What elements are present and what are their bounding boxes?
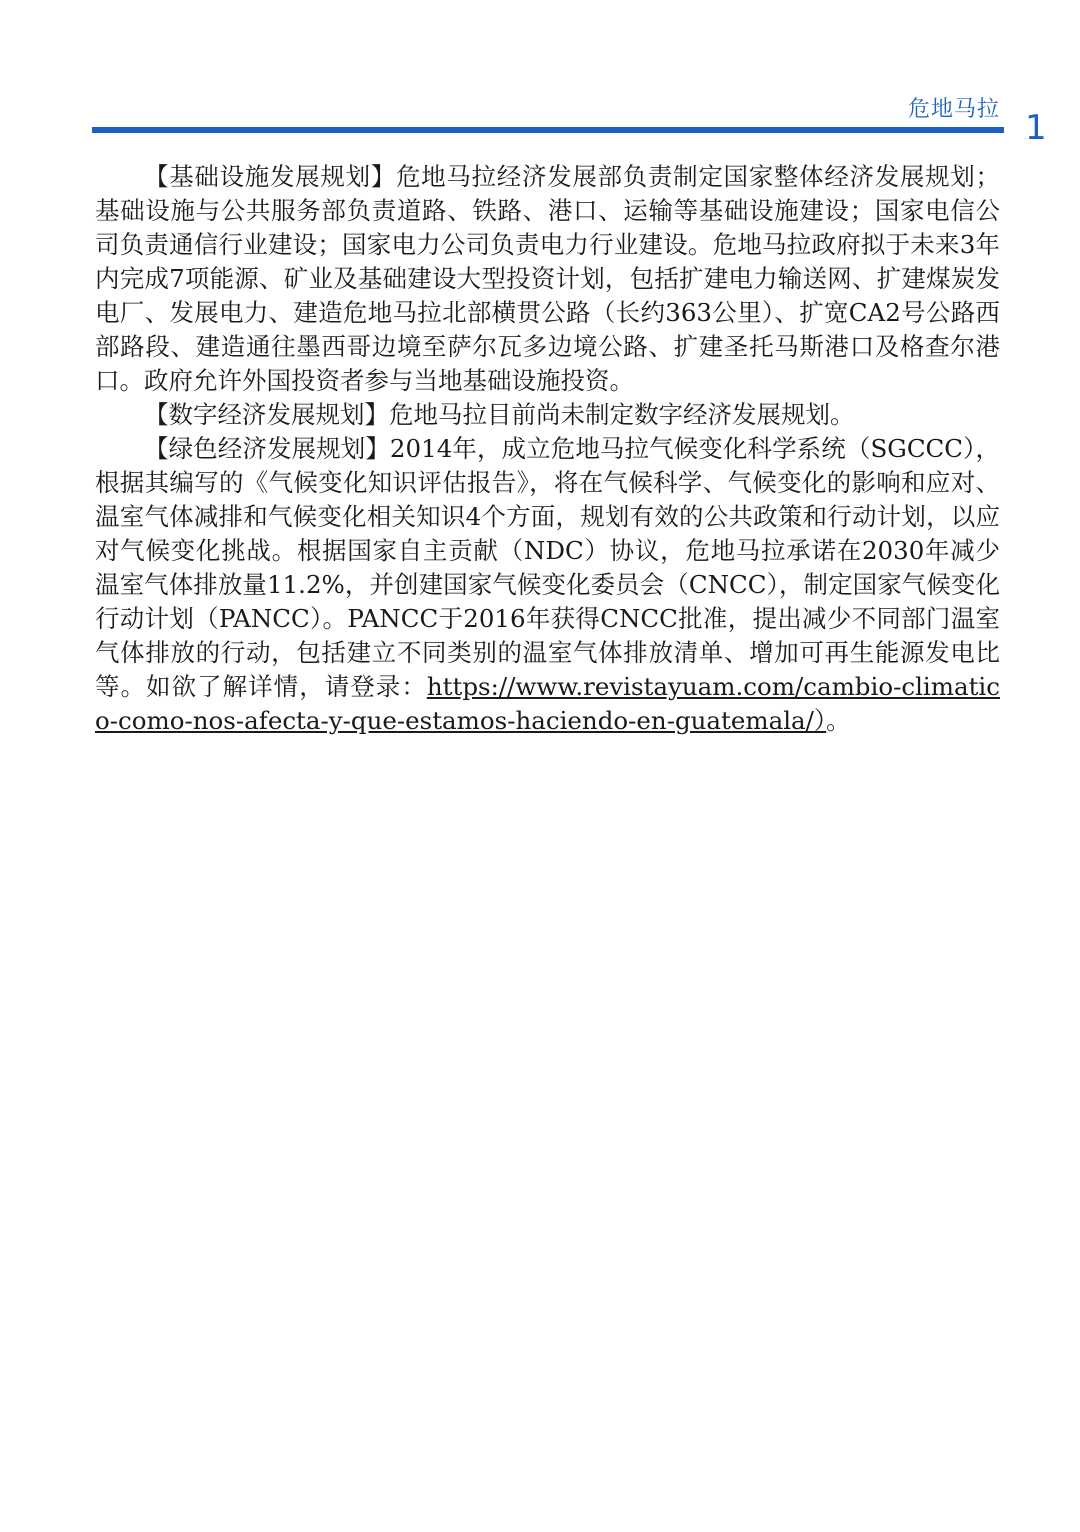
header-rule: [92, 127, 1004, 133]
paragraph-green-tail: 。: [826, 706, 851, 735]
paragraph-digital: [95, 398, 1000, 432]
document-body: [95, 160, 1000, 738]
paragraph-infrastructure: [95, 160, 1000, 398]
paragraph-green: [95, 432, 1000, 738]
page-number: 1: [1025, 108, 1047, 148]
paragraph-infrastructure-text: 【基础设施发展规划】危地马拉经济发展部负责制定国家整体经济发展规划；基础设施与公共服务部负责道路、铁路、港口、运输等基础设施建设；国家电信公司负责通信行业建设；国家电力公司负责电力行业建设。危地马拉政府拟于未来3年内完成7项能源、矿业及基础建设大型投资计划，包括扩建电力输送网、扩建煤炭发电厂、发展电力、建造危地马拉北部横贯公路（长约363公里）、扩宽CA2号公路西部路段、建造通往墨西哥边境至萨尔瓦多边境公路、扩建圣托马斯港口及格查尔港口。政府允许外国投资者参与当地基础设施投资。: [95, 162, 1000, 395]
header-title: 危地马拉: [907, 97, 1000, 122]
paragraph-digital-text: 【数字经济发展规划】危地马拉目前尚未制定数字经济发展规划。: [144, 400, 855, 429]
climate-info-link[interactable]: https://www.revistayuam.com/cambio-climatico-como-nos-afecta-y-que-estamos-haciendo-en-guatemala/）: [95, 672, 1000, 735]
paragraph-green-text: 【绿色经济发展规划】2014年，成立危地马拉气候变化科学系统（SGCCC），根据其编写的《气候变化知识评估报告》，将在气候科学、气候变化的影响和应对、温室气体减排和气候变化相关知识4个方面，规划有效的公共政策和行动计划，以应对气候变化挑战。根据国家自主贡献（NDC）协议，危地马拉承诺在2030年减少温室气体排放量11.2%，并创建国家气候变化委员会（CNCC），制定国家气候变化行动计划（PANCC）。PANCC于2016年获得CNCC批准，提出减少不同部门温室气体排放的行动，包括建立不同类别的温室气体排放清单、增加可再生能源发电比等。如欲了解详情，请登录：: [95, 434, 1000, 701]
